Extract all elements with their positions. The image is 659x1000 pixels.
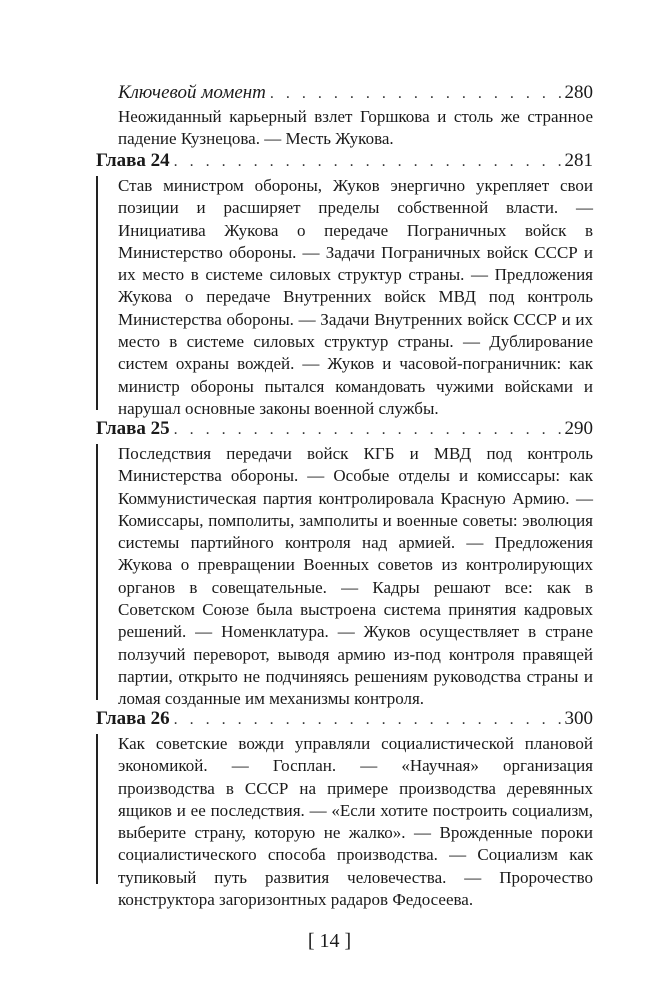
toc-heading-title: Глава 24 [96, 150, 170, 171]
toc-heading-title: Глава 25 [96, 418, 170, 439]
toc-description: Неожиданный карьерный взлет Горшкова и столь же странное падение Кузнецова. — Месть Жукова. [118, 107, 593, 149]
chapter-rule [96, 734, 98, 884]
page-number-folio: [ 14 ] [307, 930, 352, 952]
toc-heading-title: Ключевой момент [118, 82, 266, 103]
toc-leader-dots [174, 707, 561, 732]
toc-leader-dots [270, 81, 561, 106]
toc-heading-chapter-25 [96, 416, 593, 442]
toc-description: Последствия передачи войск КГБ и МВД под контроль Министерства обороны. — Особые отделы и комиссары: как Коммунистическая партия контролировала Красную Армию. — Комиссары, помполиты, замполиты и военные советы: эволюция системы партийного контроля над армией. — Предложения Жукова о превращении Военных советов из контролирующих органов в совещательные. — Кадры решают все: как в Советском Союзе была выстроена система принятия кадровых решений. — Номенклатура. — Жуков осуществляет в стране ползучий переворот, выводя армию из-под контроля правящей партии, открыто не подчиняясь решениям руководства страны и ломая созданные им механизмы контроля. [118, 444, 593, 709]
toc-heading-key-moment [118, 80, 593, 106]
toc-heading-chapter-26 [96, 706, 593, 732]
chapter-rule [96, 444, 98, 700]
toc-page-number: 280 [564, 82, 593, 103]
toc-heading-chapter-24 [96, 148, 593, 174]
chapter-rule [96, 176, 98, 410]
toc-page-number: 281 [564, 150, 593, 171]
toc-leader-dots [174, 417, 561, 442]
toc-leader-dots [174, 149, 561, 174]
toc-page-number: 300 [564, 708, 593, 729]
toc-page-number: 290 [564, 418, 593, 439]
toc-description: Став министром обороны, Жуков энергично укрепляет свои позиции и расширяет пределы собственной власти. — Инициатива Жукова о передаче Пограничных войск в Министерство обороны. — Задачи Пограничных войск СССР и их место в системе силовых структур страны. — Предложения Жукова о передаче Внутренних войск МВД под контроль Министерства обороны. — Задачи Внутренних войск СССР и их место в системе силовых структур страны. — Дублирование систем охраны вождей. — Жуков и часовой-пограничник: как министр обороны пытался командовать чужими войсками и нарушал основные законы военной службы. [118, 176, 593, 418]
toc-heading-title: Глава 26 [96, 708, 170, 729]
toc-description: Как советские вожди управляли социалистической плановой экономикой. — Госплан. — «Научная» организация производства в СССР на примере производства деревянных ящиков и ее последствия. — «Если хотите построить социализм, выберите страну, которую не жалко». — Врожденные пороки социалистического способа производства. — Социализм как тупиковый путь развития человечества. — Пророчество конструктора загоризонтных радаров Федосеева. [118, 734, 593, 910]
